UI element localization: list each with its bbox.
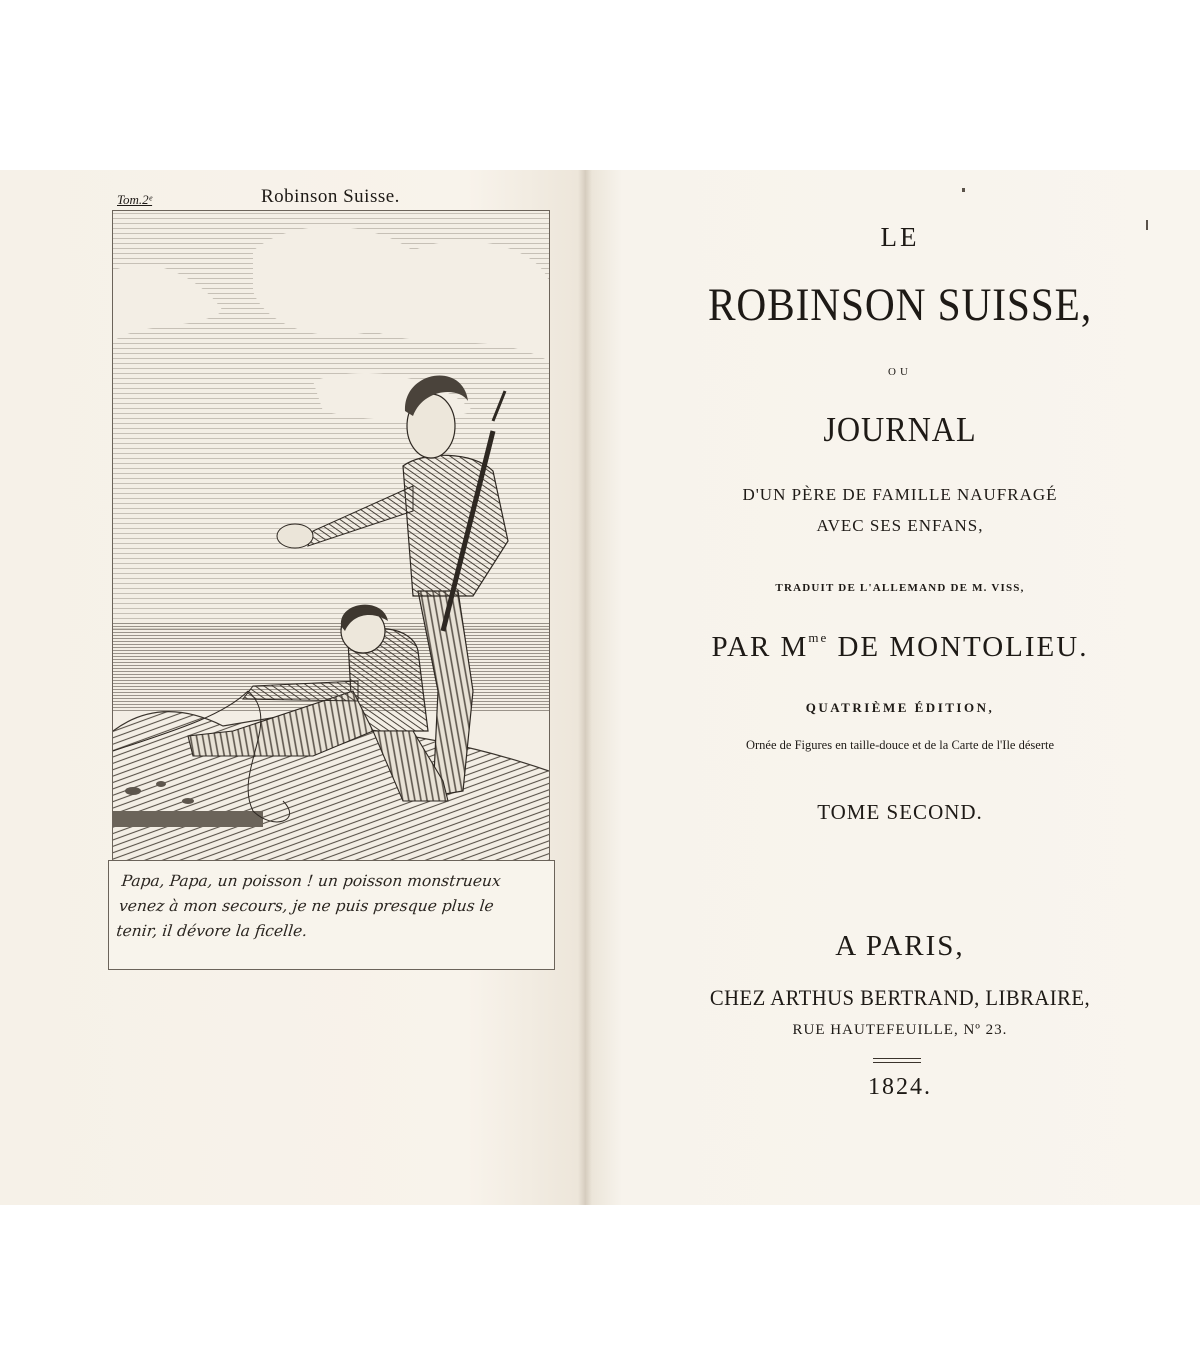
edition-line: QUATRIÈME ÉDITION,: [805, 700, 995, 715]
engraving-plate: [112, 210, 550, 862]
plate-header: [115, 182, 555, 212]
author-suffix: DE MONTOLIEU.: [828, 631, 1089, 663]
plate-title: Robinson Suisse.: [261, 186, 400, 207]
translated-line: TRADUIT DE L'ALLEMAND DE M. VISS,: [775, 582, 1025, 594]
tome-label: Tom.2ᵉ: [117, 192, 153, 207]
double-rule-top: [873, 1058, 921, 1059]
page-speck: [962, 188, 965, 192]
title-ou: OU: [888, 366, 912, 378]
year-line: 1824.: [868, 1074, 932, 1100]
book-gutter: [578, 170, 592, 1205]
book-spread: [0, 170, 1200, 1205]
ornee-line: Ornée de Figures en taille-douce et de la Carte de l'Ile déserte: [745, 738, 1054, 752]
subtitle-line-2: AVEC SES ENFANS,: [816, 516, 984, 535]
engraving-illustration: [113, 211, 549, 861]
plate-caption-box: [108, 860, 555, 970]
publisher-line: CHEZ ARTHUS BERTRAND, LIBRAIRE,: [709, 985, 1091, 1010]
left-page: [0, 170, 585, 1205]
plate-caption: [115, 869, 548, 944]
author-sup: me: [808, 630, 829, 645]
author-prefix: PAR M: [711, 631, 809, 663]
city-line: A PARIS,: [835, 930, 965, 962]
caption-line-1: Papa, Papa, un poisson ! un poisson monstrueux: [120, 872, 502, 890]
caption-line-3: tenir, il dévore la ficelle.: [115, 922, 309, 940]
caption-line-2: venez à mon secours, je ne puis presque plus le: [118, 897, 495, 915]
title-le: LE: [880, 222, 920, 252]
address-line: RUE HAUTEFEUILLE, Nº 23.: [792, 1022, 1008, 1038]
title-journal: JOURNAL: [823, 410, 977, 449]
tome-line: TOME SECOND.: [817, 800, 983, 824]
author-line: [620, 630, 1180, 664]
main-title: ROBINSON SUISSE,: [707, 279, 1093, 331]
double-rule-bottom: [873, 1062, 921, 1063]
subtitle-line-1: D'UN PÈRE DE FAMILLE NAUFRAGÉ: [742, 485, 1058, 504]
